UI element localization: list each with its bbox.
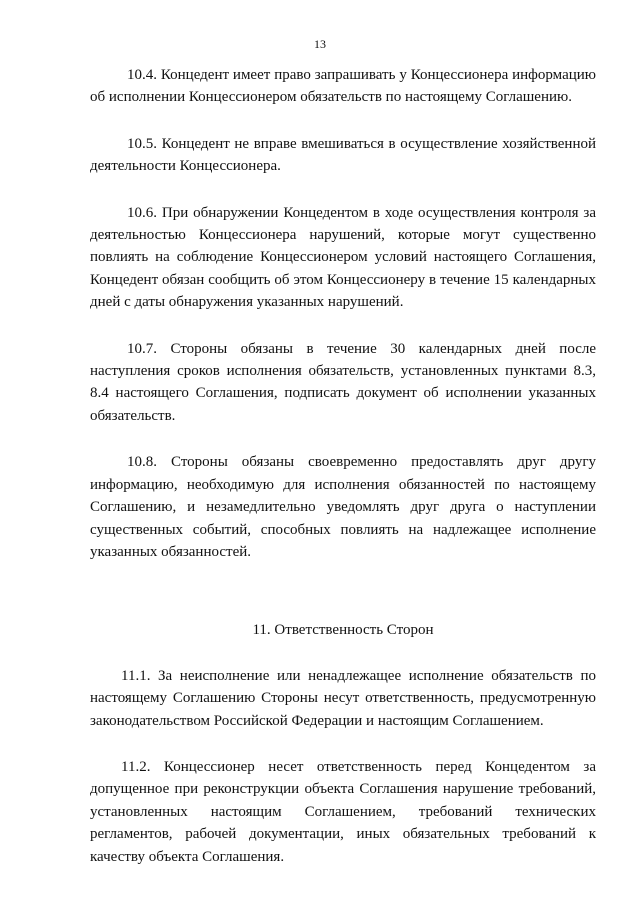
clause-11-1: 11.1. За неисполнение или ненадлежащее исполнение обязательств по настоящему Соглашению Стороны несут ответственность, предусмотренную законодательством Российской Федерации и настоящим Соглашением. (90, 667, 596, 729)
clause-10-7: 10.7. Стороны обязаны в течение 30 календарных дней после наступления сроков исполнения обязательств, установленных пунктами 8.3, 8.4 настоящего Соглашения, подписать документ об исполнении указанных обязательств. (90, 340, 596, 424)
section-11-heading: 11. Ответственность Сторон (252, 622, 434, 639)
clause-10-4: 10.4. Концедент имеет право запрашивать у Концессионера информацию об исполнении Концессионером обязательств по настоящему Соглашению. (90, 67, 596, 106)
clause-10-5: 10.5. Концедент не вправе вмешиваться в осуществление хозяйственной деятельности Концессионера. (90, 135, 596, 175)
clause-10-6: 10.6. При обнаружении Концедентом в ходе осуществления контроля за деятельностью Концессионера нарушений, которые могут существенно повлиять на соблюдение Концессионером условий настоящего Соглашения, Концедент обязан сообщить об этом Концессионеру в течение 15 календарных дней с даты обнаружения указанных нарушений. (90, 204, 596, 311)
document-body (90, 64, 596, 892)
clause-10-8: 10.8. Стороны обязаны своевременно предоставлять друг другу информацию, необходимую для исполнения обязанностей по настоящему Соглашению, и незамедлительно уведомлять друг друга о наступлении существенных событий, способных повлиять на надлежащее исполнение указанных обязанностей. (90, 454, 596, 560)
clause-11-2: 11.2. Концессионер несет ответственность перед Концедентом за допущенное при реконструкции объекта Соглашения нарушение требований, установленных настоящим Соглашением, требований технических регламентов, рабочей документации, иных обязательных требований к качеству объекта Соглашения. (90, 758, 596, 865)
page-number: 13 (314, 37, 326, 51)
